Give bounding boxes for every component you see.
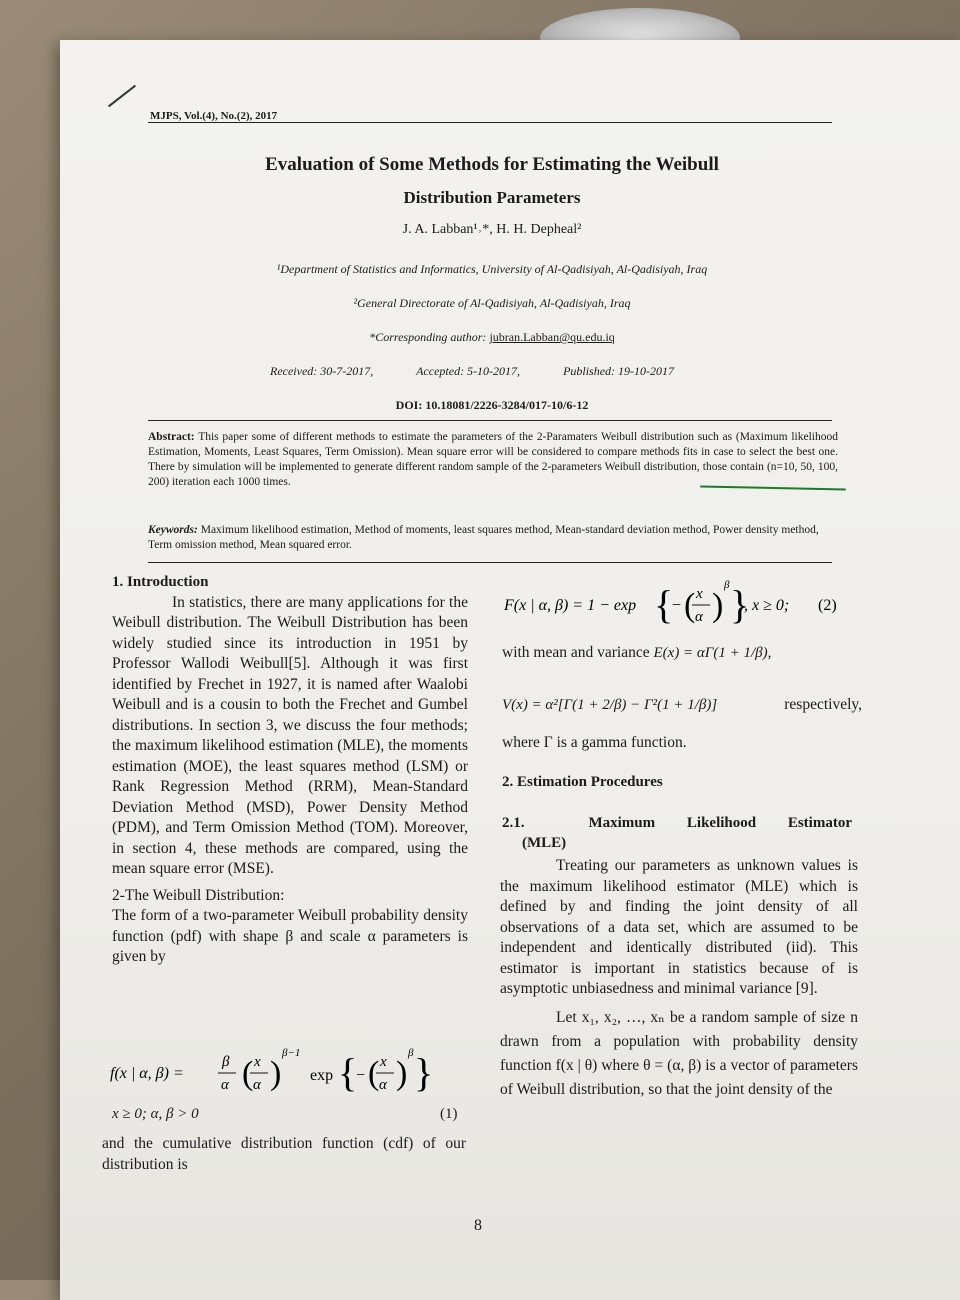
svg-text:): ) bbox=[396, 1055, 408, 1092]
cdf-text: and the cumulative distribution function (cdf) of our distribution is bbox=[102, 1135, 466, 1173]
svg-text:}: } bbox=[414, 1050, 434, 1095]
eq1-number: (1) bbox=[440, 1106, 458, 1122]
svg-text:(: ( bbox=[684, 587, 696, 624]
svg-text:x: x bbox=[380, 1054, 387, 1070]
svg-text:−: − bbox=[356, 1067, 366, 1084]
weibull-text: The form of a two-parameter Weibull probability density function (pdf) with shape β and scale α parameters is given by bbox=[112, 907, 468, 965]
svg-text:(: ( bbox=[368, 1055, 380, 1092]
mean-equation: E(x) = αΓ(1 + 1/β), bbox=[653, 645, 772, 661]
abstract-top-rule bbox=[148, 420, 832, 421]
abstract bbox=[148, 430, 838, 490]
svg-text:β: β bbox=[408, 1047, 414, 1059]
equation-1 bbox=[110, 1040, 434, 1110]
dates bbox=[270, 364, 714, 379]
affiliation-2: ²General Directorate of Al-Qadisiyah, Al-Qadisiyah, Iraq bbox=[353, 296, 631, 310]
svg-text:α: α bbox=[695, 609, 703, 625]
svg-text:): ) bbox=[712, 587, 724, 624]
corresponding-email[interactable]: jubran.Labban@qu.edu.iq bbox=[489, 330, 615, 344]
paper-title-line1: Evaluation of Some Methods for Estimating the Weibull bbox=[265, 154, 719, 175]
sample-text: Let x₁, x₂, …, xₙ be a random sample of size n drawn from a population with probability density function f(x | θ) where θ = (α, β) is a vector of parameters of Weibull distribution, so that the joint density of the bbox=[500, 1008, 858, 1098]
svg-text:−: − bbox=[672, 597, 682, 614]
svg-text:β: β bbox=[724, 579, 730, 591]
corresponding-author bbox=[150, 330, 834, 345]
received-date: Received: 30-7-2017, bbox=[270, 364, 374, 378]
variance-suffix: respectively, bbox=[784, 696, 862, 713]
paper-title-line2: Distribution Parameters bbox=[403, 188, 581, 207]
corresponding-label: *Corresponding author: bbox=[369, 330, 487, 344]
section21-title: Maximum Likelihood Estimator bbox=[588, 815, 852, 831]
section2-heading: 2. Estimation Procedures bbox=[502, 774, 663, 790]
abstract-text: This paper some of different methods to estimate the parameters of the 2-Paramaters Weibull distribution such as (Maximum likelihood Estimation, Moments, Least Squares, Term Omission). Mean square error will be considered to compare methods fits in case to select the best one. There by simulation will be implemented to generate different random sample of the 2-parameters Weibull distribution, those contain (n=10, 50, 100, 200) iteration each 1000 times. bbox=[148, 431, 838, 488]
eq2-number: (2) bbox=[818, 597, 837, 614]
svg-text:exp: exp bbox=[310, 1067, 334, 1084]
authors: J. A. Labban¹˒*, H. H. Depheal² bbox=[402, 222, 582, 237]
keywords bbox=[148, 523, 838, 553]
published-date: Published: 19-10-2017 bbox=[563, 364, 675, 378]
eq2-condition: , x ≥ 0; bbox=[744, 597, 790, 614]
section21-heading bbox=[502, 813, 852, 834]
variance-line bbox=[502, 695, 862, 716]
svg-text:): ) bbox=[270, 1055, 282, 1092]
equation-2 bbox=[504, 576, 864, 636]
svg-text:}: } bbox=[730, 582, 750, 627]
mean-line bbox=[502, 643, 862, 664]
eq1-condition: x ≥ 0; α, β > 0 bbox=[112, 1106, 199, 1122]
doi[interactable]: DOI: 10.18081/2226-3284/017-10/6-12 bbox=[395, 398, 589, 412]
keywords-text: Maximum likelihood estimation, Method of moments, least squares method, Mean-standard deviation method, Power density method, Term omission method, Mean squared error. bbox=[148, 524, 819, 551]
accepted-date: Accepted: 5-10-2017, bbox=[416, 364, 521, 378]
eq1-lhs: f(x | α, β) = bbox=[110, 1065, 184, 1082]
left-column bbox=[112, 572, 468, 968]
intro-text: In statistics, there are many applications for the Weibull distribution. The Weibull Distribution has been widely studied since its introduction in 1951 by Professor Wallodi Weibull[5]. Although it was first identified by Frechet in 1927, it is named after Waalobi Weibull and is a cousin to both the Frechet and Gumbel distributions. In section 3, we discuss the four methods; the maximum likelihood estimation (MLE), the moments estimation (MOE), the least squares method (LSM) or Rank Regression Method (RRM), Mean-Standard Deviation Method (MSD), Power Density Method (PDM), and Term Omission Method (TOM). Moreover, in section 4, these methods are compared, using the mean square error (MSE). bbox=[112, 593, 468, 877]
abstract-label: Abstract: bbox=[148, 431, 195, 443]
equation-1-svg bbox=[110, 1040, 434, 1110]
eq2-lhs: F(x | α, β) = 1 − exp bbox=[504, 597, 637, 614]
page-number: 8 bbox=[474, 1217, 482, 1234]
variance-equation: V(x) = α²[Γ(1 + 2/β) − Γ²(1 + 1/β)] bbox=[502, 697, 718, 713]
svg-text:{: { bbox=[654, 582, 674, 627]
keywords-bottom-rule bbox=[148, 562, 832, 563]
svg-text:α: α bbox=[379, 1077, 387, 1093]
weibull-heading: 2-The Weibull Distribution: bbox=[112, 886, 285, 904]
svg-text:β: β bbox=[222, 1054, 230, 1070]
running-head: MJPS, Vol.(4), No.(2), 2017 bbox=[150, 110, 278, 122]
mle-paragraph bbox=[500, 856, 858, 1102]
svg-text:α: α bbox=[253, 1077, 261, 1093]
svg-text:{: { bbox=[338, 1050, 358, 1095]
section21-subtitle: (MLE) bbox=[522, 835, 567, 851]
equation-2-svg bbox=[504, 576, 864, 636]
svg-text:x: x bbox=[696, 586, 703, 602]
gamma-text: where Γ is a gamma function. bbox=[502, 734, 687, 751]
mle-text: Treating our parameters as unknown values is the maximum likelihood estimator (MLE) which is defined by and finding the joint density of all observations of a data set, which are assumed to be independent and identically distributed (iid). This estimator is important in statistics because of is asymptotic unbiasedness and minimal variance [9]. bbox=[500, 857, 858, 997]
header-rule bbox=[148, 122, 832, 123]
intro-heading: 1. Introduction bbox=[112, 574, 209, 590]
svg-text:x: x bbox=[254, 1054, 261, 1070]
svg-text:β−1: β−1 bbox=[282, 1047, 301, 1059]
mean-text: with mean and variance bbox=[502, 644, 650, 661]
svg-text:α: α bbox=[221, 1077, 229, 1093]
keywords-label: Keywords: bbox=[148, 524, 198, 536]
section21-number: 2.1. bbox=[502, 815, 525, 831]
affiliation-1: ¹Department of Statistics and Informatics, University of Al-Qadisiyah, Al-Qadisiyah, Iraq bbox=[276, 262, 708, 276]
svg-text:(: ( bbox=[242, 1055, 254, 1092]
